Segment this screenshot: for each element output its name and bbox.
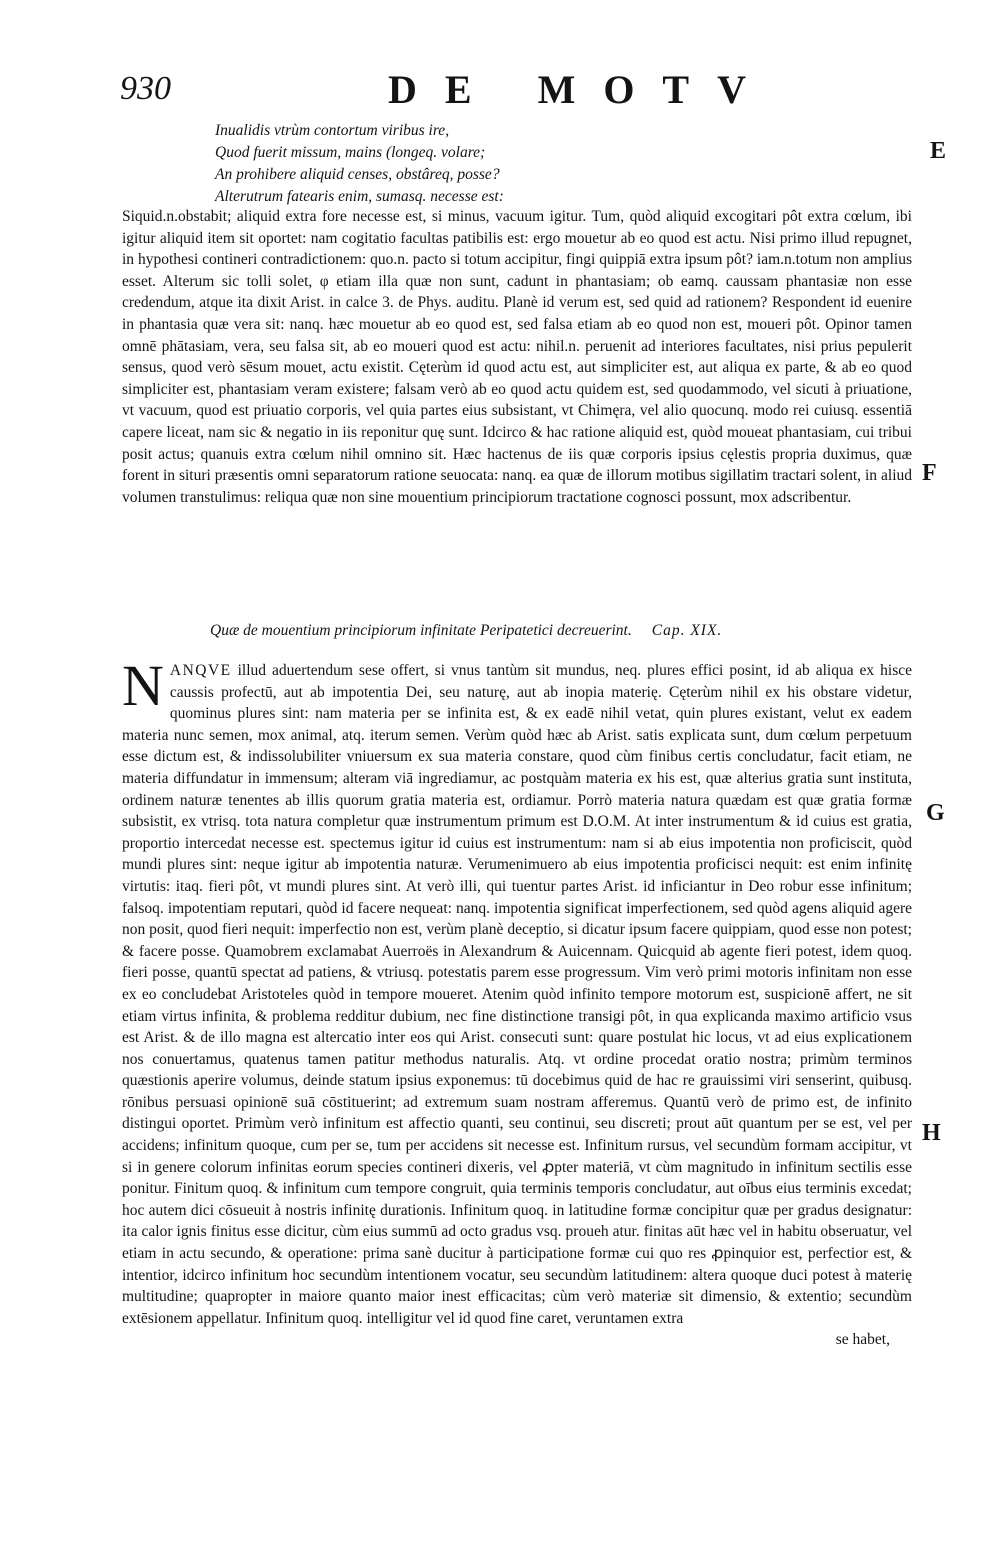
chapter-number: Cap. XIX. (651, 622, 723, 639)
margin-letter-g: G (926, 800, 945, 826)
verse-quotation (215, 120, 504, 208)
verse-line: Quod fuerit missum, mains (longeq. volare; (215, 144, 486, 161)
chapter-title: Quæ de mouentium principiorum infinitate Peripatetici decreuerint. (210, 622, 632, 639)
chapter-heading (210, 622, 722, 640)
closing-line: se habet, (835, 1331, 890, 1349)
verse-line: An prohibere aliquid censes, obstâreq, posse? (215, 166, 500, 183)
chapter-paragraph (122, 653, 913, 1329)
margin-letter-f: F (922, 460, 937, 486)
running-title: DE MOTV (388, 67, 774, 112)
chapter-body (122, 653, 913, 1351)
body-paragraph (122, 206, 912, 508)
chapter-paragraph-text: illud aduertendum sese offert, si vnus tantùm sit mundus, neq. plures effici posint, id ab aliqua ex hisce caussis profectū, aut ab impotentia Dei, seu naturę, aut ab inopia materię. Cęterùm nihil ex his obstare videtur, quominus plures sint: nam materia per se infinita est, & ex eadē nihil vetat, quin plures existant, velut ex eadem materia nunc semen, mox animal, atq. iterum semen. Verùm quòd hæc ab Arist. satis explicata sunt, dum cœlum perpetuum esse dictum est, & indissolubiliter vniuersum ex sua materia constare, quod cùm finibus certis concludatur, facit etiam, ne materia diffundatur in immensum; alteram viā ingrediamur, ac postquàm materia ex his est, quæ alterius gratia sunt instituta, ordinem naturæ tenentes ab illis quorum gratia materia est, ordiamur. Porrò materia natura quædam est quæ gratia formæ subsistit, ex vtrisq. tota natura completur quæ instrumentum primum est D.O.M. At inter instrumentum & id cuius est gratia, proportio intercedat necesse est. spectemus igitur id cuius est instrumentum: nam si ab eius impotentia non proficiscit, quòd mundi plures sint: neque igitur ab impotentia naturæ. Verumenimuero ab eius impotentia proficisci nequit: est enim infinitę virtutis: itaq. fieri pôt, vt mundi plures sint. At verò illi, qui tuentur partes Arist. id inficiantur in Deo robur esse infinitum; falsoq. impotentiam reputari, quòd id facere nequeat: nanq. impotentia significat imperfectionem, sed quòd agens aliquid agere non posit, quod fieri nequit: imperfectio non est, verùm planè deceptio, si dicatur ipsum facere quippiam, quod esse non potest; & facere posse. Quamobrem exclamabat Auerroës in Alexandrum & Auicennam. Quicquid ab agente fieri potest, idem quoq. fieri posse, quantū spectat ad patiens, & vtriusq. potestatis parem esse progressum. Vim verò primi motoris infinitam non esse ex eo concludebat Aristoteles quòd in tempore moueret. Atenim quòd infinito tempore motorum est, suspicionē affert, ne sit etiam virtus infinita, & problema redditur dubium, nec fine distinctione transigi pôt, in qua explicanda maximo artificio vsus est Arist. & de illo magna est altercatio inter eos qui Arist. consecuti sunt: quare postulat hic locus, vt ad eius explicationem nos conuertamus, quatenus tamen patitur methodus naturalis. Atq. vt ordine procedat oratio nostra; primùm terminos quæstionis aperire volumus, deinde statum ipsius exponemus: tū docebimus quid de hac re grauissimi viri senserint, quibusq. rōnibus persuasi opinionē suā cōstituerint; ad extremum suam nostram afferemus. Quantū verò de primo est, de infinito distingui oportet. Primùm verò infinitum est affectio quanti, seu continui, seu discreti; prout aūt quantum per se est, vel per accidens; infinitum quoque, cum per se, tum per accidens sit necesse est. Infinitum rursus, vel secundùm formam accipitur, vt si in genere colorum infinitas eorum species contineri dixeris, vel ꝓpter materiā, vt cùm magnitudo in infinitum sectilis esse ponitur. Finitum quoq. & infinitum cum tempore congruit, quia terminis temporis concludatur, aut oībus eius terminis excedat; hoc autem dici cōsueuit à nostris infinitę durationis. Infinitum quoq. in latitudine formæ concipitur quæ per gradus designatur: ita calor ignis finitus esse dicitur, cùm eius summū ad octo gradus vsq. proueh atur. finitas aūt hæc vel in habitu obseruatur, vel etiam in actu secundo, & operatione: prima sanè ducitur à participatione formæ cui quo res ꝓpinquior est, perfectior est, & intentior, idcirco infinitum hoc secundùm intentionem vocatur, seu secundùm latitudinem: altera quoque duci potest à materię multitudine; quapropter in maiore quanto maior inest efficacitas; cùm verò materiæ sit dimensio, & extentio; secundùm extēsionem appellatur. Infinitum quoq. intelligitur vel id quod fine caret, veruntamen extra (122, 662, 913, 1327)
opening-word: ANQVE (169, 662, 232, 679)
margin-letter-e: E (930, 138, 947, 164)
paragraph-text: Siquid.n.obstabit; aliquid extra fore necesse est, si minus, vacuum igitur. Tum, quòd aliquid excogitari pôt extra cœlum, ibi igitur aliquid item sit oportet: nam cogitatio facultas patibilis est: ergo mouetur ab eo quod est actu. Nisi primo illud repugnet, in hypothesi contineri contradictionem: quo.n. pacto si totum accipitur, fingi quippiā extra ipsum pôt? iam.n.totum non amplius esset. Alterum sic tolli solet, φ etiam illa quæ non sunt, cadunt in phantasiam; ob eamq. caussam phantasiæ non esse credendum, atque ita dixit Arist. in calce 3. de Phys. auditu. Planè id verum est, sed quid ad rationem? Respondent id euenire in phantasia quæ vera sit: nanq. hæc mouetur ab eo quod est, sed falsa etiam ab eo quod non est, moueri pôt. Opinor tamen omnē phātasiam, vera, seu falsa sit, ab eo moueri quod est actu: nihil.n. peruenit ad interiores facultates, nisi prius pepulerit sensus, quod verò sēsum mouet, actu existit. Cęterùm id quod actu est, aut simpliciter est, aut aliqua ex parte, & ab eo quod simpliciter est, phantasiam veram existere; falsam verò ab eo quod actu quidem est, sed quodammodo, vel sicuti à priuatione, vt vacuum, quod est priuatio corporis, vel quia partes eius subsistant, vt Chimęra, vel alio quocunq. modo rei cuiusq. essentiā capere liceat, nam sic & negatio in iis reponitur quę sunt. Idcirco & hac ratione aliquid est, quòd moueat phantasiam, cui tribui posit actus; quanuis extra cœlum nihil omnino sit. Hæc hactenus de iis quæ corporis ipsius cęlestis propria duximus, quæ forent in situri præsentis omni separatorum ratione seuocata: nanq. ea quæ de illorum motibus sigillatim tractari solent, in aliud volumen transtulimus: reliqua quæ non sine mouentium principiorum tractatione cognosci possunt, mox adscribentur. (122, 208, 912, 506)
drop-cap-initial: N (122, 653, 164, 718)
margin-letter-h: H (922, 1120, 941, 1146)
verse-line: Alterutrum fatearis enim, sumasq. necesse est: (215, 188, 504, 205)
page-number: 930 (120, 70, 171, 107)
verse-line: Inualidis vtrùm contortum viribus ire, (215, 122, 450, 139)
